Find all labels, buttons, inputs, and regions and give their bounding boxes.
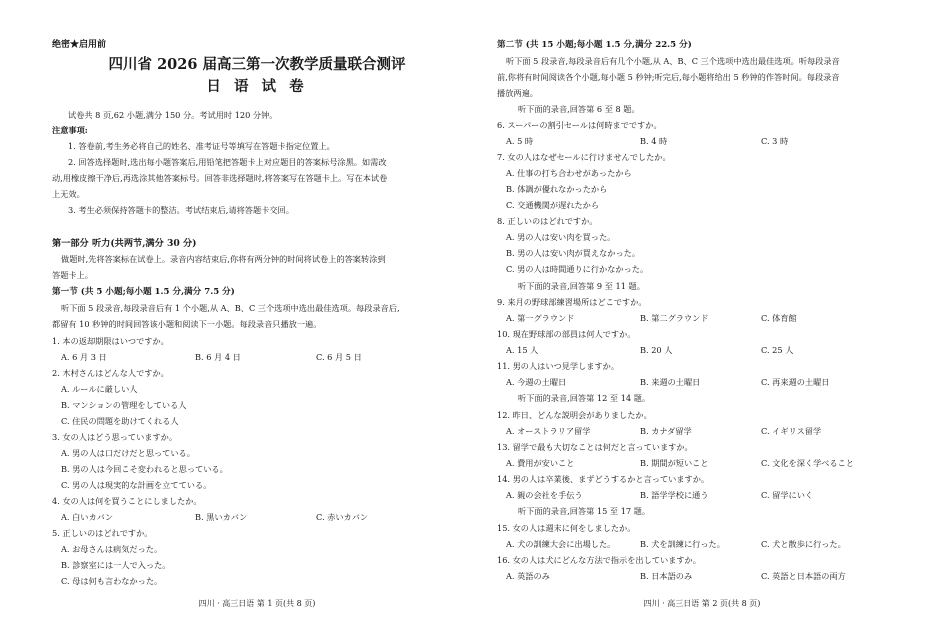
option-c: C. 文化を深く学べること [761,458,855,468]
note-line: 上无效。 [52,189,85,199]
question-5: 5. 正しいのはどれですか。 [52,528,153,538]
option-b: B. マンションの管理をしている人 [61,400,187,410]
option-a: A. 今週の土曜日 [506,377,567,387]
part1-intro: 答题卡上。 [52,270,93,280]
option-c: C. 母は何も言わなかった。 [61,576,163,586]
option-b: B. 体調が優れなかったから [506,184,608,194]
exam-info: 试卷共 8 页,62 小题,满分 150 分。考试用时 120 分钟。 [68,110,278,120]
option-b: B. 診察室には一人で入った。 [61,560,171,570]
option-a: A. ルールに厳しい人 [61,384,138,394]
question-10: 10. 現在野球部の部員は何人ですか。 [497,329,636,339]
note-line: 动,用橡皮擦干净后,再选涂其他答案标号。回答非选择题时,将答案写在答题卡上。写在本试卷 [52,173,388,183]
question-7: 7. 女の人はなぜセールに行けませんでしたか。 [497,152,671,162]
page-footer: 四川 · 高三日语 第 1 页(共 8 页) [198,599,316,608]
option-a: A. 5 時 [506,136,534,146]
option-b: B. 犬を訓練に行った。 [640,539,725,549]
option-a: A. 男の人は口だけだと思っている。 [61,448,195,458]
option-a: A. オーストラリア留学 [506,426,591,436]
option-b: B. 語学学校に通う [640,490,709,500]
question-12: 12. 昨日、どんな説明会がありましたか。 [497,410,652,420]
section2-intro: 听下面 5 段录音,每段录音后有几个小题,从 A、B、C 三个选项中选出最佳选项。听每段录音 [506,56,840,66]
option-c: C. 住民の問題を助けてくれる人 [61,416,179,426]
option-b: B. 黒いカバン [195,512,248,522]
exam-subject: 日 语 试 卷 [206,78,308,95]
confidential-mark: 绝密★启用前 [52,40,107,50]
note-line: 3. 考生必须保持答题卡的整洁。考试结束后,请将答题卡交回。 [68,205,294,215]
option-a: A. 費用が安いこと [506,458,575,468]
option-c: C. 再来週の土曜日 [761,377,830,387]
option-c: C. 6 月 5 日 [316,352,362,362]
option-c: C. 男の人は現実的な計画を立てている。 [61,480,212,490]
option-a: A. 15 人 [506,345,539,355]
option-b: B. 男の人は今回こそ変われると思っている。 [61,464,228,474]
notes-title: 注意事项: [52,125,88,135]
option-c: C. 25 人 [761,345,794,355]
question-16: 16. 女の人は犬にどんな方法で指示を出していますか。 [497,555,701,565]
section1-intro: 都留有 10 秒钟的时间回答该小题和阅读下一小题。每段录音只播放一遍。 [52,319,322,329]
option-c: C. 留学にいく [761,490,814,500]
section2-title: 第二节 (共 15 小题;每小题 1.5 分,满分 22.5 分) [497,40,692,50]
option-a: A. お母さんは病気だった。 [61,544,163,554]
option-b: B. 6 月 4 日 [195,352,241,362]
note-line: 1. 答卷前,考生务必将自己的姓名、准考证号等填写在答题卡指定位置上。 [68,141,335,151]
option-b: B. 日本語のみ [640,571,693,581]
option-c: C. 赤いカバン [316,512,369,522]
exam-title: 四川省 2026 届高三第一次教学质量联合测评 [108,56,406,73]
option-a: A. 英語のみ [506,571,550,581]
option-a: A. 男の人は安い肉を買った。 [506,232,616,242]
listening-hint: 听下面的录音,回答第 6 至 8 题。 [518,104,640,114]
option-c: C. 交通機関が遅れたから [506,200,600,210]
option-c: C. 体育館 [761,313,797,323]
question-2: 2. 木村さんはどんな人ですか。 [52,368,169,378]
listening-hint: 听下面的录音,回答第 12 至 14 题。 [518,393,651,403]
page-footer: 四川 · 高三日语 第 2 页(共 8 页) [643,599,761,608]
option-c: C. イギリス留学 [761,426,822,436]
option-a: A. 犬の訓練大会に出場した。 [506,539,616,549]
option-b: B. 4 時 [640,136,668,146]
section1-intro: 听下面 5 段录音,每段录音后有 1 个小题,从 A、B、C 三个选项中选出最佳选项。每段录音后, [61,303,400,313]
section2-intro: 播放两遍。 [497,88,538,98]
option-a: A. 仕事の打ち合わせがあったから [506,168,632,178]
part1-intro: 做题时,先将答案标在试卷上。录音内容结束后,你将有两分钟的时间将试卷上的答案转涂到 [61,254,386,264]
question-4: 4. 女の人は何を買うことにしましたか。 [52,496,202,506]
question-9: 9. 来月の野球部練習場所はどこですか。 [497,297,647,307]
listening-hint: 听下面的录音,回答第 15 至 17 题。 [518,506,651,516]
option-a: A. 白いカバン [61,512,114,522]
option-c: C. 犬と散歩に行った。 [761,539,846,549]
question-14: 14. 男の人は卒業後、まずどうするかと言っていますか。 [497,474,710,484]
option-b: B. 第二グラウンド [640,313,709,323]
option-c: C. 英語と日本語の両方 [761,571,846,581]
question-13: 13. 留学で最も大切なことは何だと言っていますか。 [497,442,693,452]
question-3: 3. 女の人はどう思っていますか。 [52,432,178,442]
option-b: B. 期間が短いこと [640,458,709,468]
option-b: B. 20 人 [640,345,673,355]
option-a: A. 第一グラウンド [506,313,575,323]
option-b: B. 来週の土曜日 [640,377,701,387]
option-b: B. 男の人は安い肉が買えなかった。 [506,248,641,258]
question-8: 8. 正しいのはどれですか。 [497,216,598,226]
option-c: C. 3 時 [761,136,789,146]
section1-title: 第一节 (共 5 小题;每小题 1.5 分,满分 7.5 分) [52,287,235,297]
part1-title: 第一部分 听力(共两节,满分 30 分) [52,238,197,249]
question-11: 11. 男の人はいつ見学しますか。 [497,361,620,371]
option-a: A. 6 月 3 日 [61,352,107,362]
question-15: 15. 女の人は週末に何をしましたか。 [497,523,636,533]
option-a: A. 親の会社を手伝う [506,490,583,500]
question-6: 6. スーパーの割引セールは何時までですか。 [497,120,662,130]
question-1: 1. 本の返却期限はいつですか。 [52,336,169,346]
section2-intro: 前,你将有时间阅读各个小题,每小题 5 秒钟;听完后,每小题将给出 5 秒钟的作答时间。每段录音 [497,72,840,82]
option-c: C. 男の人は時間通りに行かなかった。 [506,264,649,274]
option-b: B. カナダ留学 [640,426,692,436]
note-line: 2. 回答选择题时,选出每小题答案后,用铅笔把答题卡上对应题目的答案标号涂黑。如需改 [68,157,387,167]
listening-hint: 听下面的录音,回答第 9 至 11 题。 [518,281,645,291]
